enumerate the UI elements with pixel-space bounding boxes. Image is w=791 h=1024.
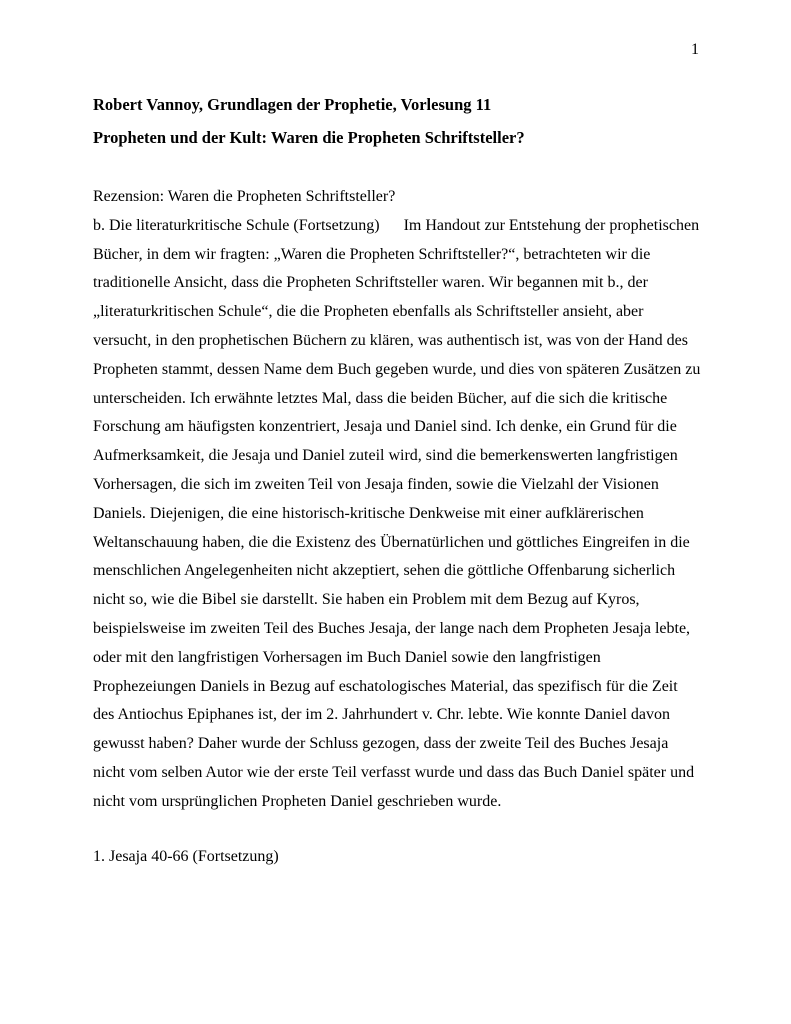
review-line: Rezension: Waren die Propheten Schriftsteller? xyxy=(93,188,396,205)
document-content xyxy=(93,88,703,871)
document-title-line2: Propheten und der Kult: Waren die Propheten Schriftsteller? xyxy=(93,128,525,147)
page-number: 1 xyxy=(691,41,699,58)
blank-line xyxy=(93,154,703,183)
document-title-line1: Robert Vannoy, Grundlagen der Prophetie, Vorlesung 11 xyxy=(93,95,492,114)
main-paragraph: b. Die literaturkritische Schule (Fortsetzung) Im Handout zur Entstehung der prophetischen Bücher, in dem wir fragten: „Waren die Propheten Schriftsteller?“, betrachteten wir die traditionelle Ansicht, dass die Propheten Schriftsteller waren. Wir begannen mit b., der „literaturkritischen Schule“, die die Propheten ebenfalls als Schriftsteller ansieht, aber versucht, in den prophetischen Büchern zu klären, was authentisch ist, was von der Hand des Propheten stammt, dessen Name dem Buch gegeben wurde, und dies von späteren Zusätzen zu unterscheiden. Ich erwähnte letztes Mal, dass die beiden Bücher, auf die sich die kritische Forschung am häufigsten konzentriert, Jesaja und Daniel sind. Ich denke, ein Grund für die Aufmerksamkeit, die Jesaja und Daniel zuteil wird, sind die bemerkenswerten langfristigen Vorhersagen, die sich im zweiten Teil von Jesaja finden, sowie die Vielzahl der Visionen Daniels. Diejenigen, die eine historisch-kritische Denkweise mit einer aufklärerischen Weltanschauung haben, die die Existenz des Übernatürlichen und göttliches Eingreifen in die menschlichen Angelegenheiten nicht akzeptiert, sehen die göttliche Offenbarung sicherlich nicht so, wie die Bibel sie darstellt. Sie haben ein Problem mit dem Bezug auf Kyros, beispielsweise im zweiten Teil des Buches Jesaja, der lange nach dem Propheten Jesaja lebte, oder mit den langfristigen Vorhersagen im Buch Daniel sowie den langfristigen Prophezeiungen Daniels in Bezug auf eschatologisches Material, das spezifisch für die Zeit des Antiochus Epiphanes ist, der im 2. Jahrhundert v. Chr. lebte. Wie konnte Daniel davon gewusst haben? Daher wurde der Schluss gezogen, dass der zweite Teil des Buches Jesaja nicht vom selben Autor wie der erste Teil verfasst wurde und dass das Buch Daniel später und nicht vom ursprünglichen Propheten Daniel geschrieben wurde. xyxy=(93,216,705,810)
blank-line xyxy=(93,817,703,843)
section-heading: 1. Jesaja 40-66 (Fortsetzung) xyxy=(93,847,279,865)
